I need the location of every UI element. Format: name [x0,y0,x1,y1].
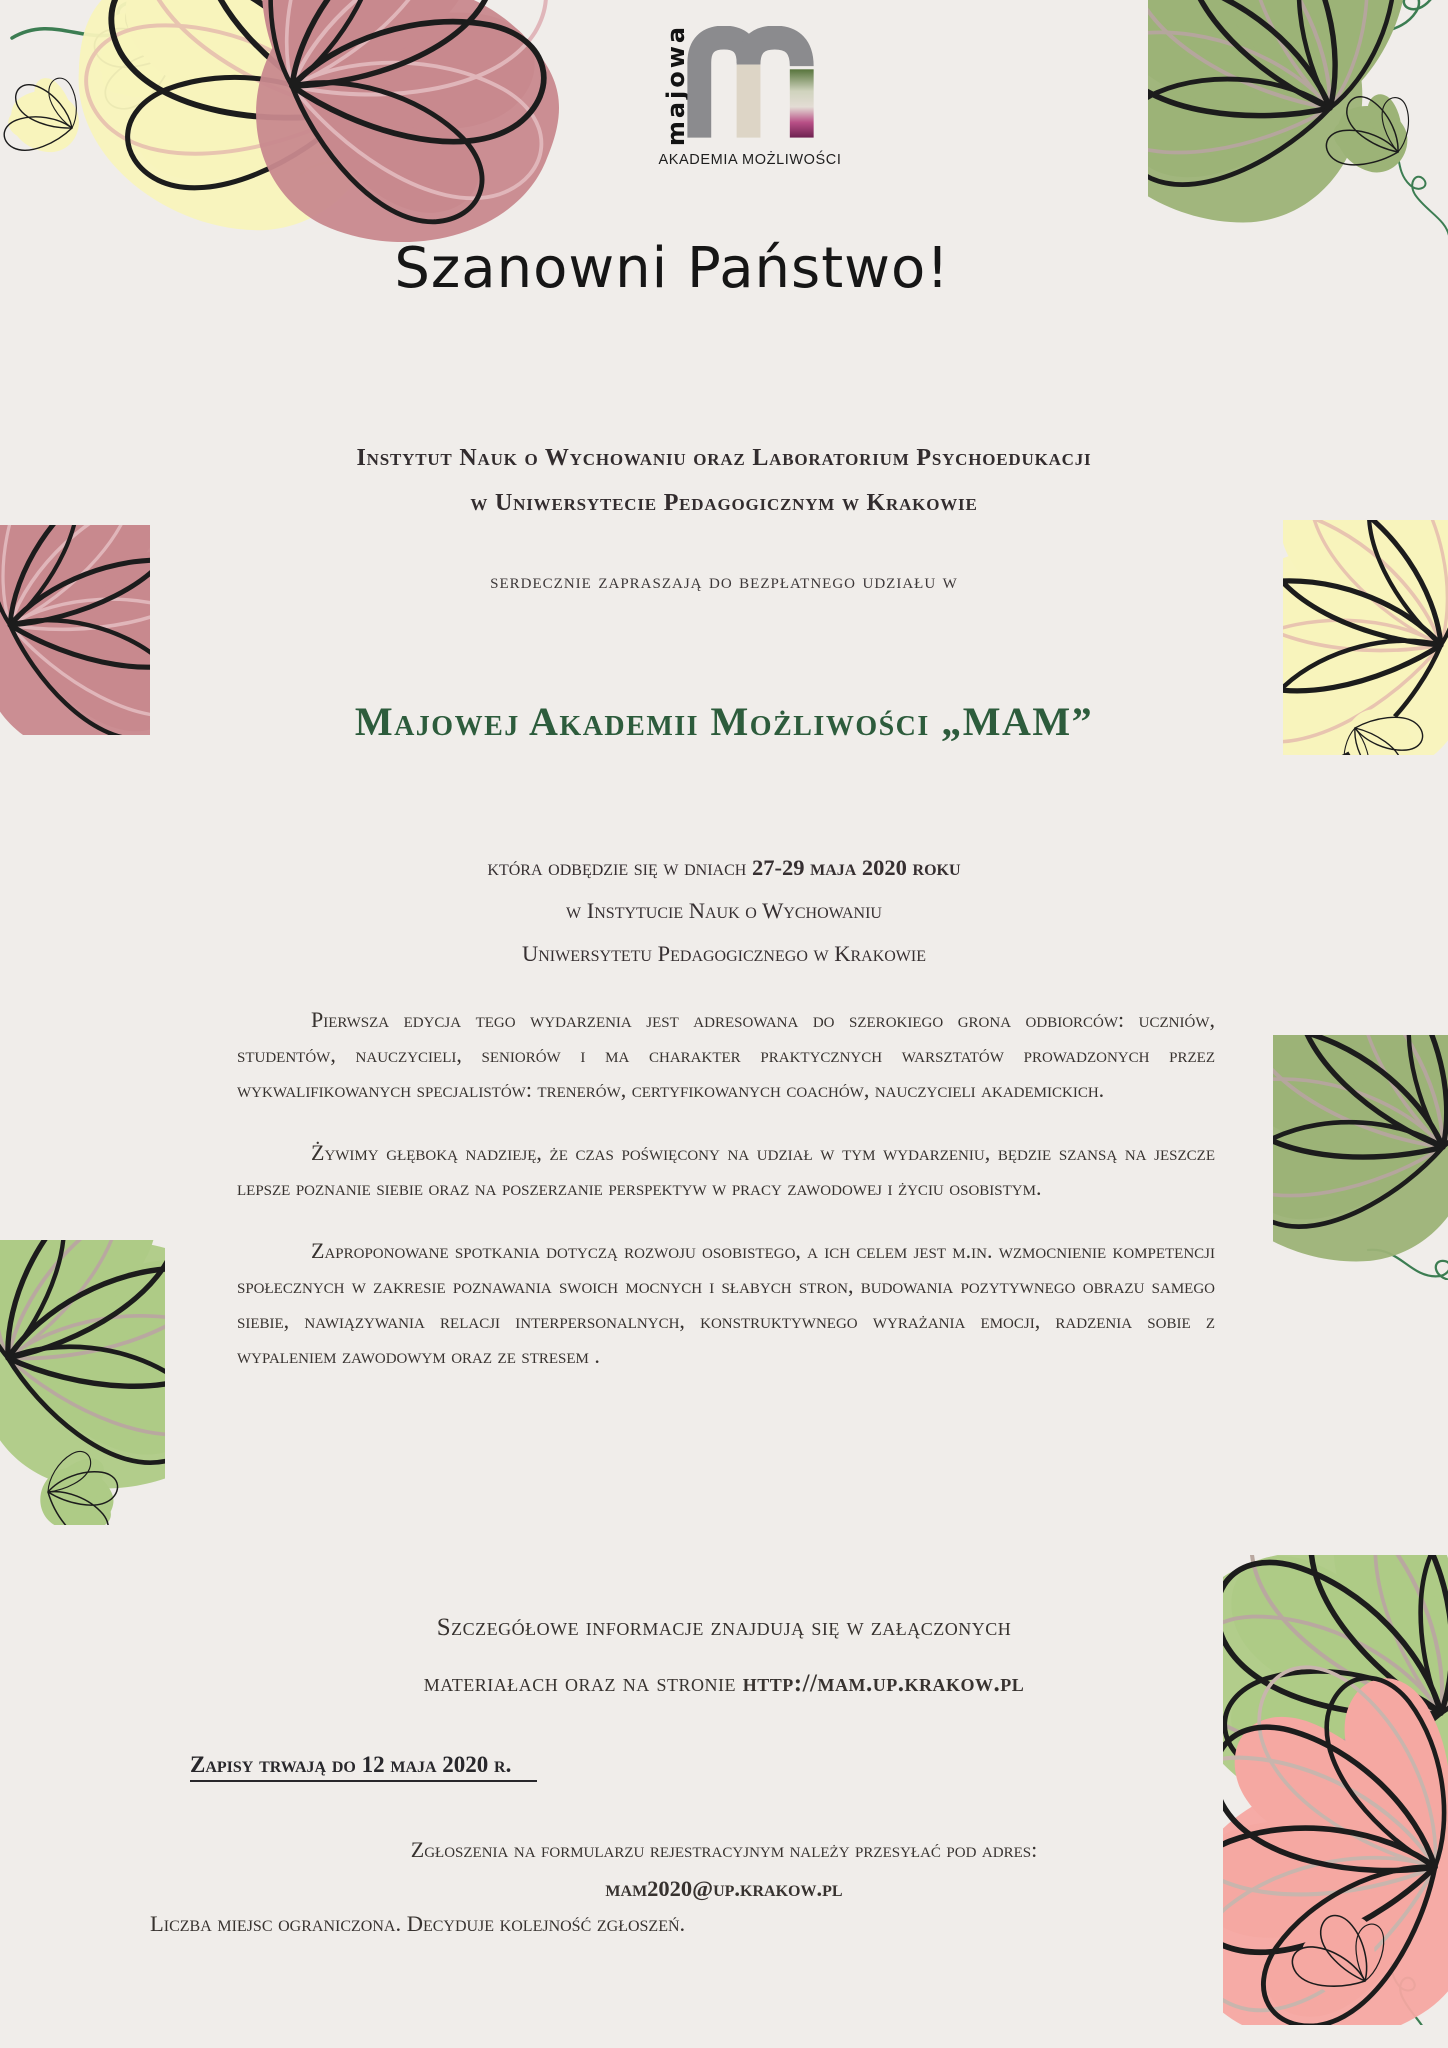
body-paragraph-1: Pierwsza edycja tego wydarzenia jest adresowana do szerokiego grona odbiorców: uczniów, studentów, nauczycieli, seniorów i ma charakter praktycznych warsztatów prowadzonych przez wykwalifikowanych specjalistów: trenerów, certyfikowanych coachów, nauczycieli akademickich. [237,1007,1215,1102]
event-place-line-2: Uniwersytetu Pedagogicznego w Krakowie [521,941,927,966]
logo-m-icon [685,26,820,138]
organizer-line-2: w Uniwersytecie Pedagogicznym w Krakowie [470,490,978,516]
signup-block [0,1834,1448,1937]
body-text [237,1002,1215,1401]
flower-illustration-left-green [0,1240,165,1525]
deadline-line: Zapisy trwają do 12 maja 2020 r. [190,1752,537,1782]
capacity-line: Liczba miejsc ograniczona. Decyduje kolejność zgłoszeń. [150,1911,686,1936]
organizer-line-1: Instytut Nauk o Wychowaniu oraz Laboratorium Psychoedukacji [356,445,1092,471]
logo [640,22,840,172]
logo-subtitle: AKADEMIA MOŻLIWOŚCI [658,152,842,168]
event-date-prefix: która odbędzie się w dniach [487,855,752,880]
details-line-2-prefix: materiałach oraz na stronie [423,1670,743,1697]
email-address: mam2020@up.krakow.pl [605,1876,843,1901]
organizer-heading [0,436,1448,526]
invite-line: serdecznie zapraszają do bezpłatnego udziału w [490,568,958,593]
event-date: 27-29 maja 2020 roku [751,855,961,880]
website-url: http://mam.up.krakow.pl [742,1670,1025,1697]
flower-illustration-right-green [1273,1035,1448,1280]
details-block [0,1600,1448,1712]
event-when-block [0,846,1448,975]
logo-vertical-text: majowa [662,23,690,147]
submission-line: Zgłoszenia na formularzu rejestracyjnym należy przesyłać pod adres: [410,1837,1038,1862]
event-title: Majowej Akademii Możliwości „MAM” [354,699,1094,744]
details-line-2 [0,1656,1448,1712]
greeting-title: Szanowni Państwo! [394,236,950,301]
body-paragraph-2: Żywimy głęboką nadzieję, że czas poświęcony na udział w tym wydarzeniu, będzie szansą na jeszcze lepsze poznanie siebie oraz na poszerzanie perspektyw w pracy zawodowej i życiu osobistym. [237,1140,1215,1200]
body-paragraph-3: Zaproponowane spotkania dotyczą rozwoju osobistego, a ich celem jest m.in. wzmocnienie kompetencji społecznych w zakresie poznawania swoich mocnych i słabych stron, budowania pozytywnego obrazu samego siebie, nawiązywania relacji interpersonalnych, konstruktywnego wyrażania emocji, radzenia sobie z wypaleniem zawodowym oraz ze stresem . [237,1238,1215,1368]
details-line-1: Szczegółowe informacje znajdują się w załączonych [436,1614,1012,1641]
event-place-line-1: w Instytucie Nauk o Wychowaniu [566,898,882,923]
flower-illustration-top-right [1148,0,1448,262]
event-date-line [0,846,1448,889]
